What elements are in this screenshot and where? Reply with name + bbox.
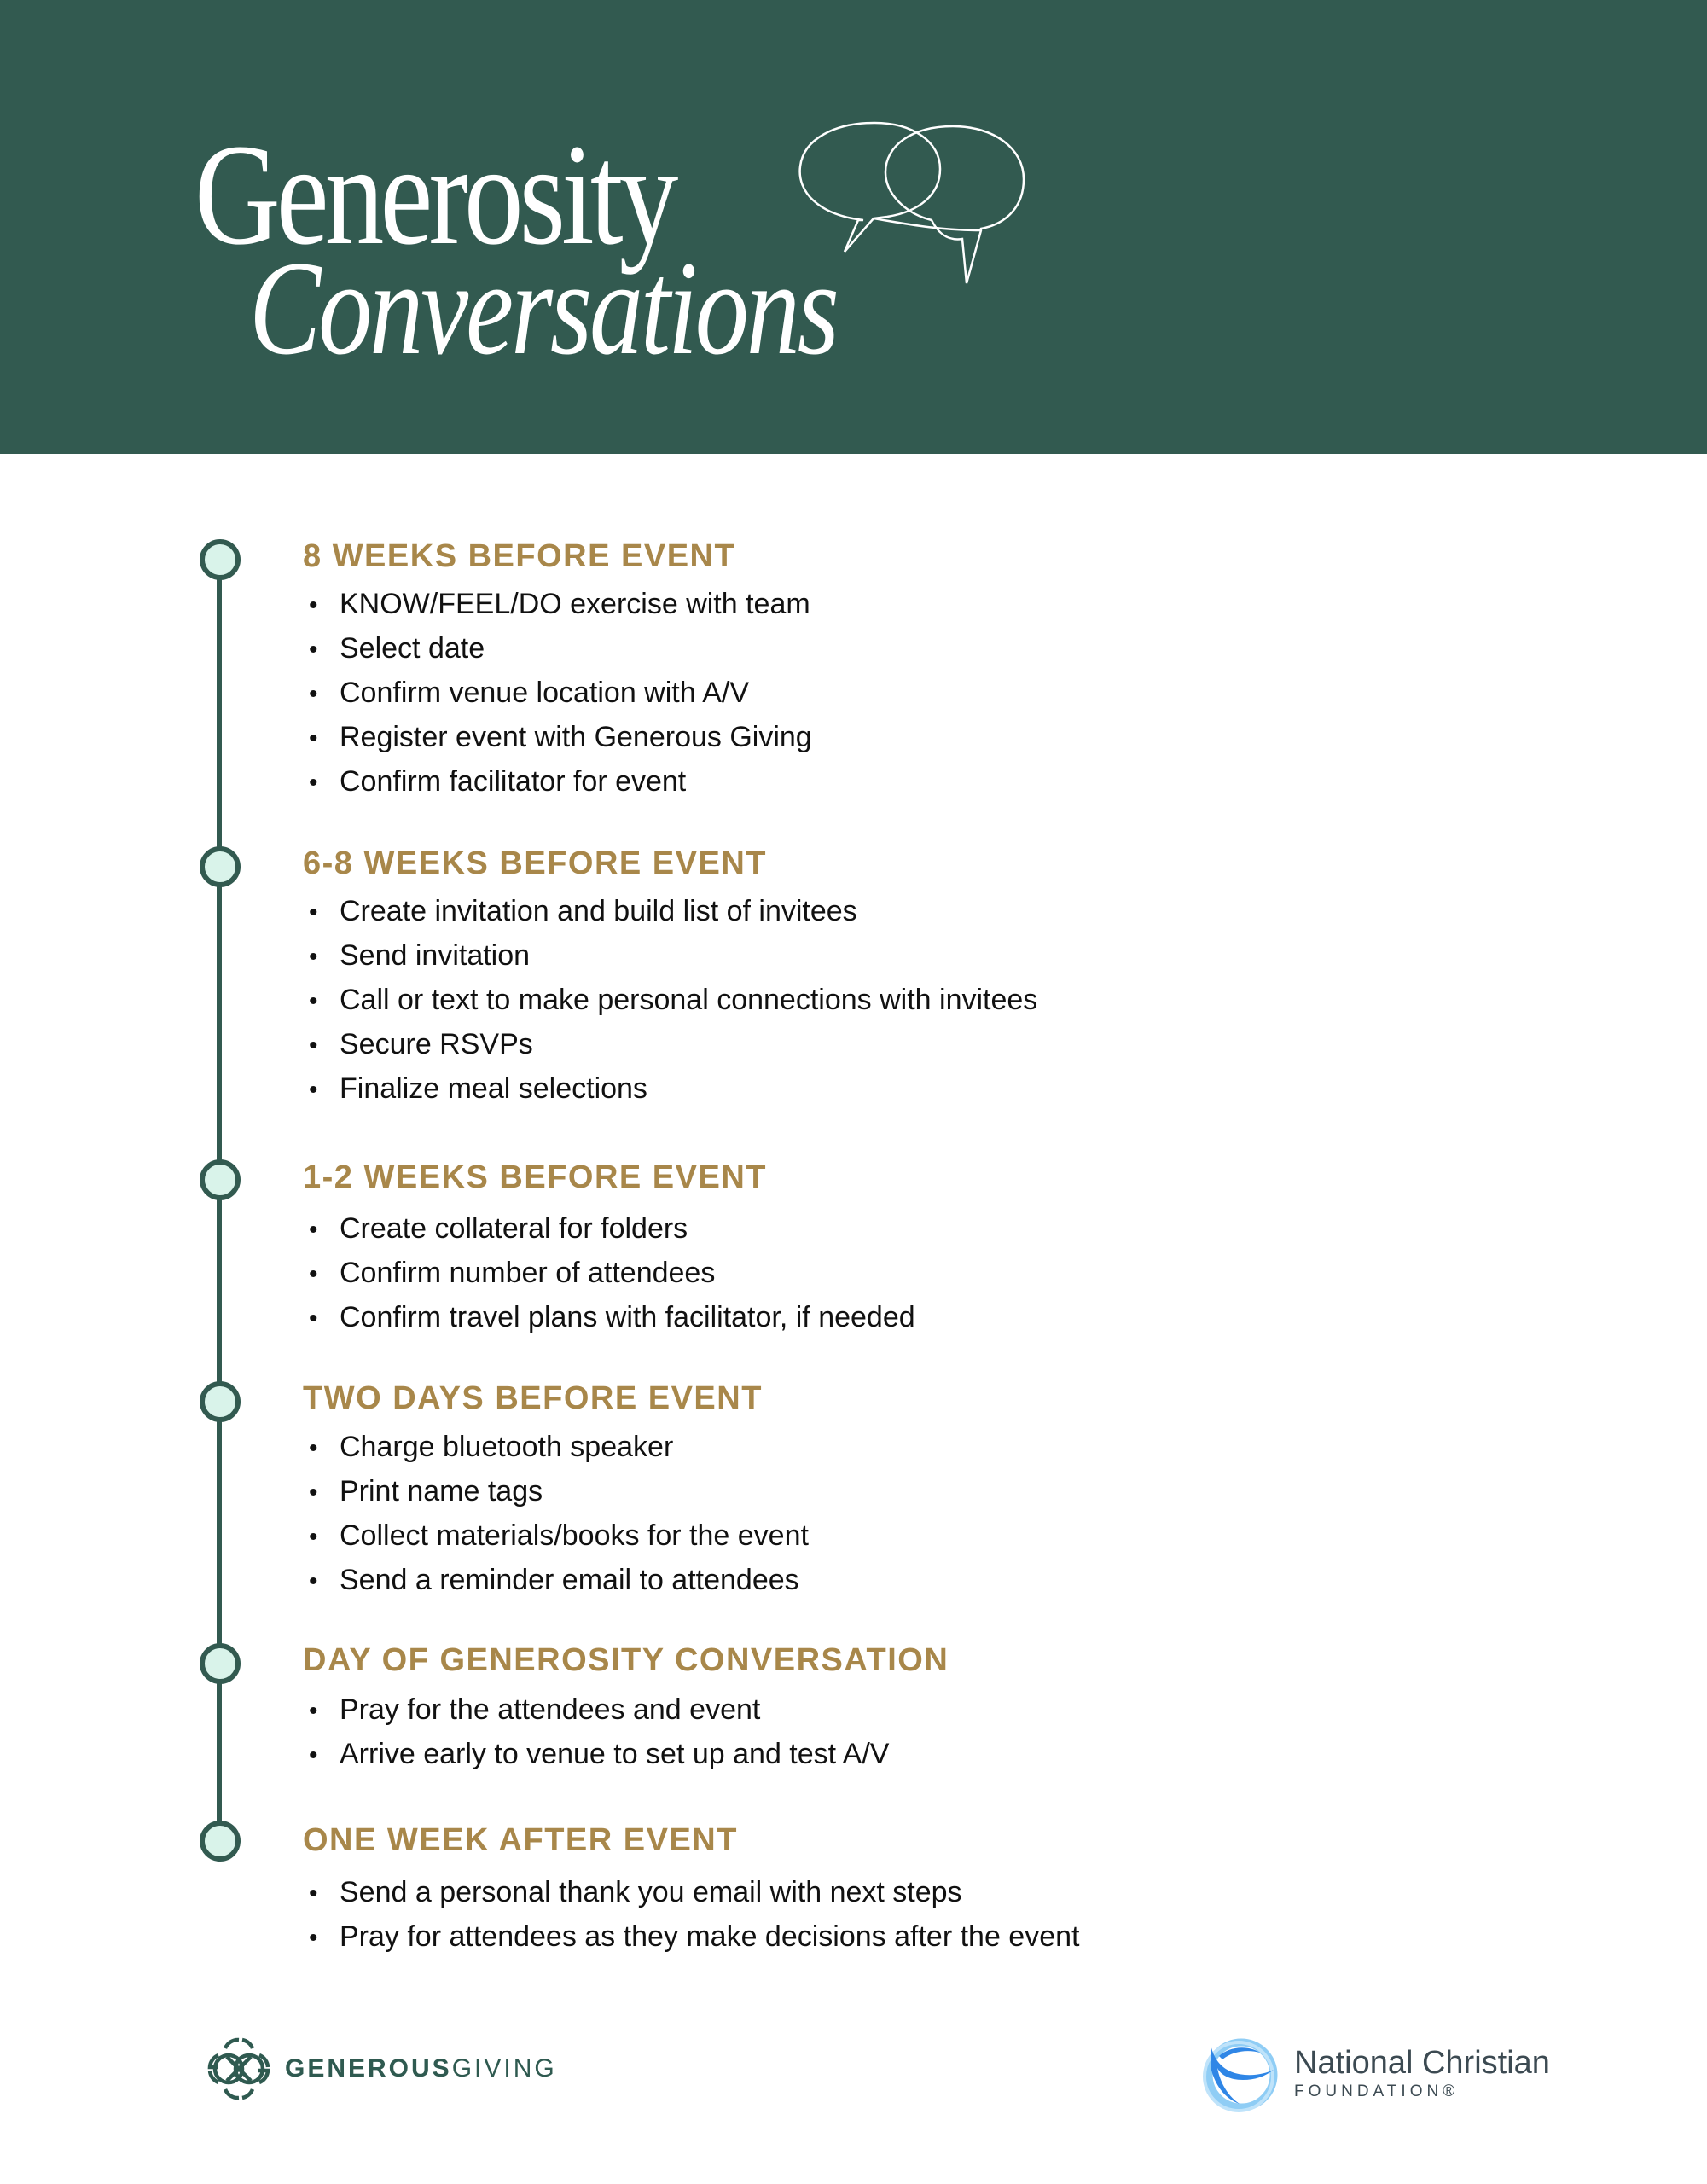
list-item: • Send a personal thank you email with next steps	[309, 1876, 962, 1908]
section-list	[309, 582, 812, 804]
section-title: DAY OF GENEROSITY CONVERSATION	[303, 1642, 949, 1678]
header-banner	[0, 0, 1707, 454]
list-item: • Register event with Generous Giving	[309, 721, 812, 753]
timeline-node	[200, 846, 241, 887]
timeline-node	[200, 1159, 241, 1200]
section-title: 1-2 WEEKS BEFORE EVENT	[303, 1159, 767, 1195]
list-item: • Send invitation	[309, 939, 531, 972]
list-item: • Charge bluetooth speaker	[309, 1431, 674, 1463]
list-item: • Send a reminder email to attendees	[309, 1564, 799, 1596]
title-line-2: Conversations	[249, 234, 837, 383]
list-item: • Pray for attendees as they make decisions after the event	[309, 1920, 1080, 1953]
list-item: • Call or text to make personal connections with invitees	[309, 984, 1038, 1016]
section-list	[309, 889, 1037, 1111]
ncf-name: National Christian	[1294, 2045, 1550, 2081]
list-item: • Arrive early to venue to set up and test A/V	[309, 1738, 890, 1770]
generous-giving-logo-icon	[205, 2035, 273, 2103]
ncf-globe-icon	[1199, 2032, 1280, 2114]
ncf-logo	[1199, 2030, 1550, 2116]
list-item: • KNOW/FEEL/DO exercise with team	[309, 588, 810, 620]
timeline-node	[200, 539, 241, 580]
list-item: • Confirm facilitator for event	[309, 765, 687, 798]
list-item: • Secure RSVPs	[309, 1028, 533, 1060]
section-title: 6-8 WEEKS BEFORE EVENT	[303, 845, 767, 881]
section-title: TWO DAYS BEFORE EVENT	[303, 1380, 763, 1416]
title-line-1: Generosity	[195, 114, 675, 275]
list-item: • Print name tags	[309, 1475, 543, 1507]
list-item: • Confirm travel plans with facilitator, if needed	[309, 1301, 915, 1333]
section-title: ONE WEEK AFTER EVENT	[303, 1822, 738, 1858]
list-item: • Confirm number of attendees	[309, 1257, 716, 1289]
section-list	[309, 1870, 1079, 1959]
ncf-sub: FOUNDATION®	[1294, 2082, 1460, 2100]
section-list	[309, 1425, 809, 1602]
list-item: • Finalize meal selections	[309, 1072, 647, 1105]
section-list	[309, 1206, 915, 1339]
list-item: • Collect materials/books for the event	[309, 1519, 809, 1552]
speech-bubbles-icon	[785, 119, 1075, 307]
list-item: • Pray for the attendees and event	[309, 1693, 761, 1726]
list-item: • Confirm venue location with A/V	[309, 677, 750, 709]
generous-giving-wordmark: GENEROUSGIVING	[285, 2054, 557, 2082]
generous-giving-logo	[205, 2035, 557, 2103]
list-item: • Create collateral for folders	[309, 1212, 688, 1245]
timeline-node	[200, 1381, 241, 1422]
timeline-node	[200, 1821, 241, 1862]
list-item: • Select date	[309, 632, 485, 665]
list-item: • Create invitation and build list of invitees	[309, 895, 857, 927]
section-list	[309, 1687, 889, 1776]
section-title: 8 WEEKS BEFORE EVENT	[303, 538, 736, 574]
timeline-node	[200, 1643, 241, 1684]
